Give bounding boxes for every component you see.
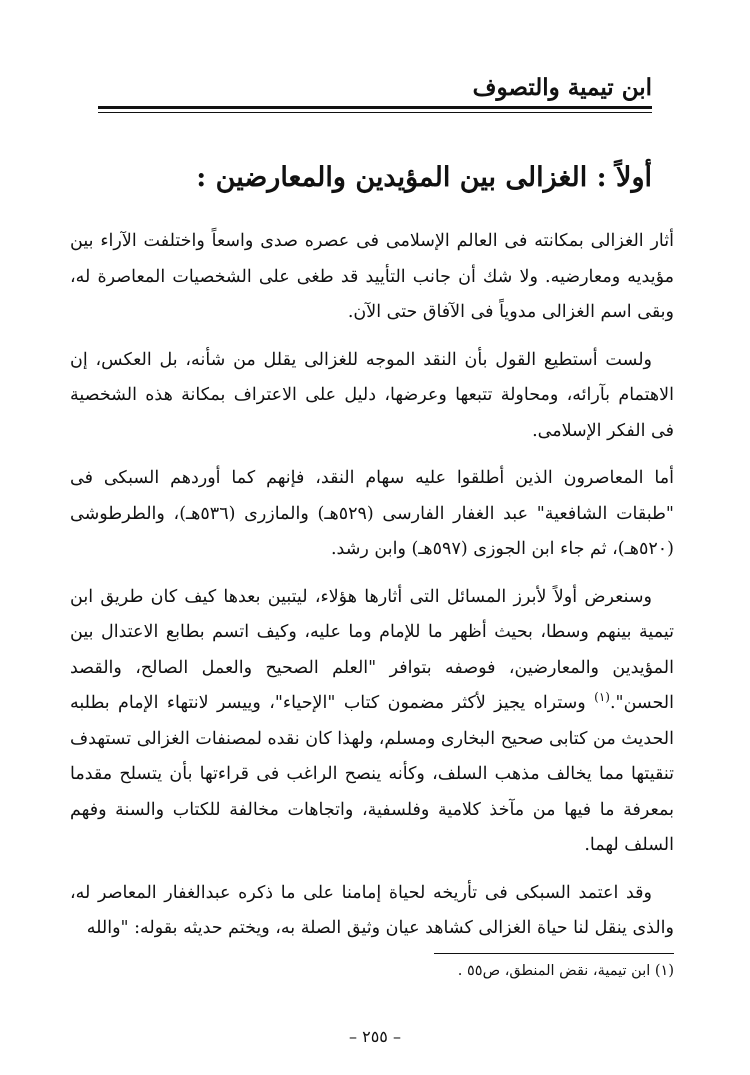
- footnote: (١) ابن تيمية، نقض المنطق، ص٥٥ .: [457, 963, 674, 979]
- footnote-rule: [434, 953, 674, 954]
- paragraph-3: أما المعاصرون الذين أطلقوا عليه سهام النقد، فإنهم كما أوردهم السبكى فى "طبقات الشافعية" عبد الغفار الفارسى (٥٢٩هـ) والمازرى (٥٣٦هـ)، والطرطوشى (٥٢٠هـ)، ثم جاء ابن الجوزى (٥٩٧هـ) وابن رشد.: [70, 468, 674, 559]
- paragraph-2: ولست أستطيع القول بأن النقد الموجه للغزالى يقلل من شأنه، بل العكس، إن الاهتمام بآرائه، ومحاولة تتبعها وعرضها، دليل على الاعتراف بمكانة هذه الشخصية فى الفكر الإسلامى.: [70, 349, 674, 441]
- body-text: [70, 224, 674, 959]
- paragraph-4-part-1: وسنعرض أولاً لأبرز المسائل التى أثارها هؤلاء، ليتبين بعدها كيف كان طريق ابن تيمية بينهم وسطا، بحيث أظهر ما للإمام وما عليه، وكيف اتسم بطابع الاعتدال بين المؤيدين والمعارضين، فوصفه بتوافر "العلم الصحيح والعمل الصالح، والقصد الحسن".: [70, 586, 674, 713]
- paragraph-4: [70, 580, 674, 864]
- paragraph-1: أثار الغزالى بمكانته فى العالم الإسلامى فى عصره صدى واسعاً واختلفت الآراء بين مؤيديه ومعارضيه. ولا شك أن جانب التأييد قد طغى على الشخصيات المعاصرة له، وبقى اسم الغزالى مدوياً فى الآفاق حتى الآن.: [70, 231, 674, 322]
- section-title: أولاً : الغزالى بين المؤيدين والمعارضين :: [196, 162, 652, 193]
- paragraph-5: وقد اعتمد السبكى فى تأريخه لحياة إمامنا على ما ذكره عبدالغفار المعاصر له، والذى ينقل لنا حياة الغزالى كشاهد عيان وثيق الصلة به، ويختم حديثه بقوله: "والله: [70, 882, 674, 938]
- footnote-marker[interactable]: (١): [594, 690, 610, 705]
- paragraph-4-part-2: وستراه يجيز لأكثر مضمون كتاب "الإحياء"، وييسر لانتهاء الإمام بطلبه الحديث من كتابى صحيح البخارى ومسلم، ولهذا كان نقده لمصنفات الغزالى تستهدف تنقيتها مما يخالف مذهب السلف، وكأنه ينصح الراغب فى قراءتها بأن يتسلح مقدما بمعرفة ما فيها من مآخذ كلامية وفلسفية، واتجاهات مخالفة للكتاب والسنة وفهم السلف لهما.: [70, 693, 674, 855]
- page-number: – ٢٥٥ –: [349, 1027, 401, 1046]
- running-header: ابن تيمية والتصوف: [472, 74, 652, 101]
- header-rule: [98, 106, 652, 113]
